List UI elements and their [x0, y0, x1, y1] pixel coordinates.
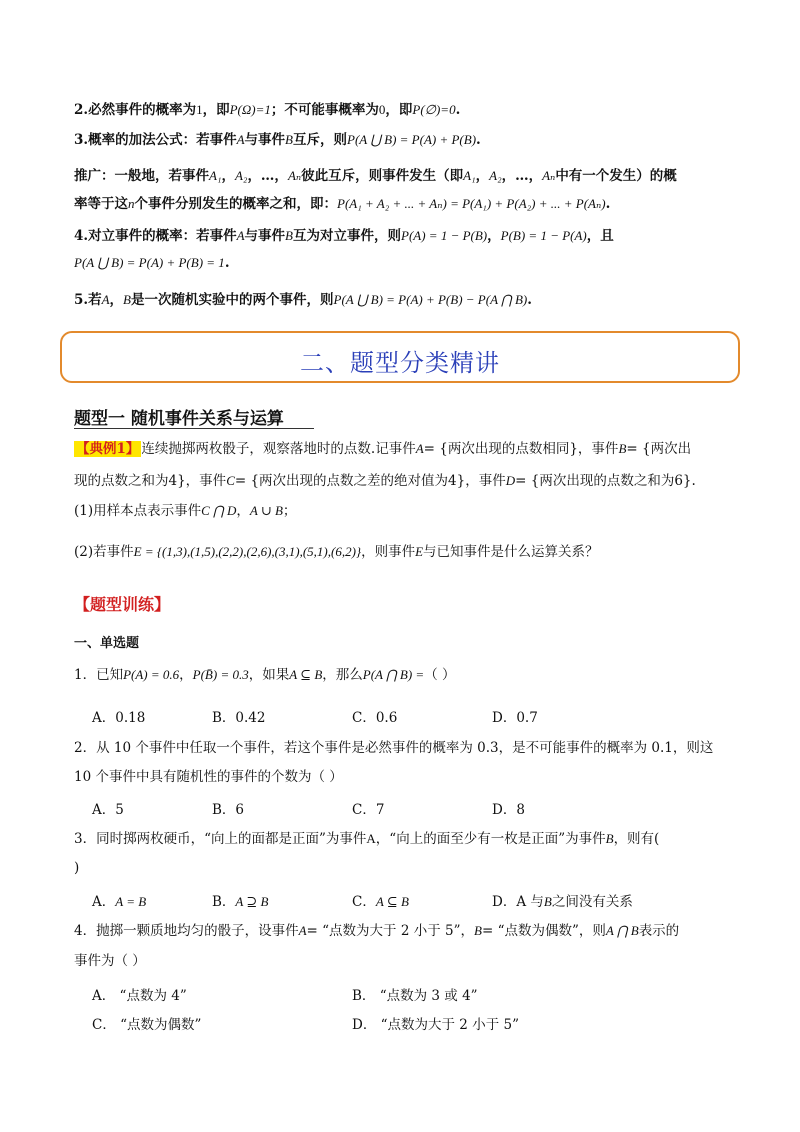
math: A: [101, 292, 110, 307]
math: A: [415, 441, 424, 456]
example-tag: 【典例1】: [76, 441, 140, 457]
text: ，: [475, 168, 490, 184]
q4-option-c: C． “点数为偶数”: [92, 1017, 202, 1033]
math: A: [236, 132, 245, 147]
math: A₁: [463, 168, 476, 183]
q2-option-a: A．5: [92, 802, 124, 818]
text: 5.若: [74, 292, 102, 308]
text: C．: [352, 894, 376, 910]
math: A = B: [115, 894, 147, 909]
question-4-line-1: [74, 921, 679, 941]
math: 1: [196, 102, 203, 117]
text: A．: [92, 894, 116, 910]
text: ，: [236, 503, 250, 519]
line-addition-formula: [74, 130, 481, 150]
text: ，且: [586, 228, 614, 244]
text: ，即: [202, 102, 230, 118]
text: 与已知事件是什么运算关系？: [423, 544, 599, 560]
text: 4．抛掷一颗质地均匀的骰子，设事件: [74, 923, 299, 939]
math: B: [123, 292, 131, 307]
text: ，…，: [501, 168, 543, 184]
q1-option-a: A．0.18: [92, 710, 146, 726]
training-title: 【题型训练】: [74, 595, 171, 614]
math: P(B) = 1 − P(A): [500, 228, 587, 243]
text: 互斥，则: [293, 132, 347, 148]
math: C: [226, 473, 235, 488]
text: 表示的: [638, 923, 680, 939]
text: .: [605, 196, 611, 212]
text: = {两次出: [626, 441, 692, 457]
line-sum-probabilities: [74, 194, 610, 214]
q1-option-c: C．0.6: [352, 710, 398, 726]
training-subtitle: 一、单选题: [74, 636, 140, 651]
math: D: [505, 473, 516, 488]
text: (2)若事件: [74, 544, 134, 560]
math: P(A) = 0.6: [123, 667, 180, 682]
text: 彼此互斥，则事件发生（即: [301, 168, 464, 184]
math: P(A ⋂ B) =: [362, 667, 425, 682]
q4-option-a: A． “点数为 4”: [92, 988, 187, 1004]
text: D．A 与: [492, 894, 544, 910]
q1-option-b: B．0.42: [212, 710, 266, 726]
math: A: [366, 831, 376, 846]
text: ，则有(: [613, 831, 660, 847]
question-1: [74, 665, 456, 685]
text: (1)用样本点表示事件: [74, 503, 202, 519]
question-2-line-1: 2．从 10 个事件中任取一个事件，若这个事件是必然事件的概率为 0.3，是不可能事件的概率为 0.1，则这: [74, 740, 714, 756]
line-complement-cont: [74, 253, 230, 273]
math: B: [285, 132, 293, 147]
math: B: [605, 831, 614, 846]
math: A ⊆ B: [289, 667, 323, 682]
question-2-line-2: 10 个事件中具有随机性的事件的个数为（ ）: [74, 769, 343, 785]
math: A ∪ B: [249, 503, 283, 518]
text: = {两次出现的点数之差的绝对值为4}，事件: [234, 473, 506, 489]
text: 与事件: [244, 132, 286, 148]
math: Aₙ: [542, 168, 556, 183]
math: n: [128, 196, 135, 211]
text: ，则事件: [361, 544, 416, 560]
q2-option-c: C．7: [352, 802, 385, 818]
math: A: [298, 923, 307, 938]
math: B: [543, 894, 552, 909]
math: C ⋂ D: [201, 503, 237, 518]
text: = “点数为大于 2 小于 5”，: [306, 923, 475, 939]
example-line-1: [74, 439, 691, 459]
text: ，“向上的面至少有一枚是正面”为事件: [375, 831, 606, 847]
text: ，: [109, 292, 124, 308]
q3-option-c: [352, 890, 409, 910]
text: = “点数为偶数”，则: [481, 923, 606, 939]
math: P(A₁ + A₂ + ... + Aₙ) = P(A₁) + P(A₂) + ... + P(Aₙ): [337, 196, 606, 211]
math: B: [618, 441, 627, 456]
math: E = {(1,3),(1,5),(2,2),(2,6),(3,1),(5,1),(6,2)}: [133, 544, 362, 559]
section-underline: [74, 428, 314, 429]
text: = {两次出现的点数相同}，事件: [423, 441, 619, 457]
q3-option-a: [92, 890, 146, 910]
text: .: [527, 292, 532, 308]
text: 1．已知: [74, 667, 124, 683]
text: ，: [487, 228, 501, 244]
example-line-4: [74, 542, 599, 562]
text: .: [455, 102, 461, 118]
banner-title: 二、题型分类精讲: [300, 349, 500, 377]
text: ；: [282, 503, 297, 519]
math: P(A ⋃ B) = P(A) + P(B) = 1: [74, 255, 225, 270]
math: A ⊇ B: [235, 894, 269, 909]
math: A₁: [209, 168, 222, 183]
math: B: [285, 228, 293, 243]
section-heading: 题型一 随机事件关系与运算: [74, 409, 284, 429]
text: 是一次随机实验中的两个事件，则: [131, 292, 334, 308]
q3-option-b: [212, 890, 268, 910]
text: 互为对立事件，则: [293, 228, 401, 244]
text: ，…，: [247, 168, 288, 184]
math: P(Ω)=1: [229, 102, 271, 117]
q2-option-d: D．8: [492, 802, 525, 818]
math: P(B̄) = 0.3: [192, 667, 249, 682]
math: A ⊆ B: [375, 894, 409, 909]
math: A₂: [489, 168, 502, 183]
math: A: [236, 228, 245, 243]
math: P(A ⋃ B) = P(A) + P(B): [347, 132, 477, 147]
question-3-line-1: [74, 829, 659, 849]
math: P(A ⋃ B) = P(A) + P(B) − P(A ⋂ B): [333, 292, 528, 307]
text: .: [224, 255, 230, 271]
example-line-2: [74, 471, 696, 491]
example-line-3: [74, 501, 296, 521]
text: ；不可能事概率为: [270, 102, 379, 118]
text: ，如果: [248, 667, 290, 683]
text: ，即: [385, 102, 413, 118]
line-certain-event: [74, 100, 460, 120]
text: 率等于这: [74, 196, 128, 212]
math: Aₙ: [287, 168, 302, 183]
text: 与事件: [244, 228, 286, 244]
text: 现的点数之和为4}，事件: [74, 473, 227, 489]
text: 4.对立事件的概率：若事件: [74, 228, 237, 244]
math: P(A) = 1 − P(B): [401, 228, 488, 243]
math: A ⋂ B: [605, 923, 639, 938]
text: 2.必然事件的概率为: [74, 102, 197, 118]
section-banner: [60, 331, 740, 383]
q3-option-d: [492, 890, 633, 910]
text: ，: [179, 667, 193, 683]
question-4-line-2: 事件为（ ）: [74, 953, 146, 969]
q4-option-d: D． “点数为大于 2 小于 5”: [352, 1017, 519, 1033]
text: 推广：一般地，若事件: [74, 168, 209, 184]
math: 0: [378, 102, 386, 117]
text: ，: [221, 168, 235, 184]
q1-option-d: D．0.7: [492, 710, 538, 726]
text: 3.概率的加法公式：若事件: [74, 132, 237, 148]
text: 个事件分别发生的概率之和，即：: [134, 196, 337, 212]
text: 连续抛掷两枚骰子，观察落地时的点数.记事件: [141, 441, 416, 457]
text: （ ）: [424, 667, 456, 683]
q4-option-b: B． “点数为 3 或 4”: [352, 988, 478, 1004]
text: B．: [212, 894, 236, 910]
math: A₂: [234, 168, 248, 183]
question-3-line-2: ): [74, 860, 80, 876]
text: = {两次出现的点数之和为6}.: [515, 473, 696, 489]
line-general-addition: [74, 290, 532, 310]
math: P(∅)=0: [412, 102, 456, 117]
text: 中有一个发生）的概: [555, 168, 677, 184]
line-complement: [74, 226, 614, 246]
text: 之间没有关系: [551, 894, 633, 910]
text: ，那么: [322, 667, 363, 683]
text: .: [476, 132, 481, 148]
math: B: [474, 923, 482, 938]
line-generalization: [74, 166, 677, 186]
q2-option-b: B．6: [212, 802, 245, 818]
text: 3．同时掷两枚硬币，“向上的面都是正面”为事件: [74, 831, 367, 847]
math: E: [415, 544, 424, 559]
